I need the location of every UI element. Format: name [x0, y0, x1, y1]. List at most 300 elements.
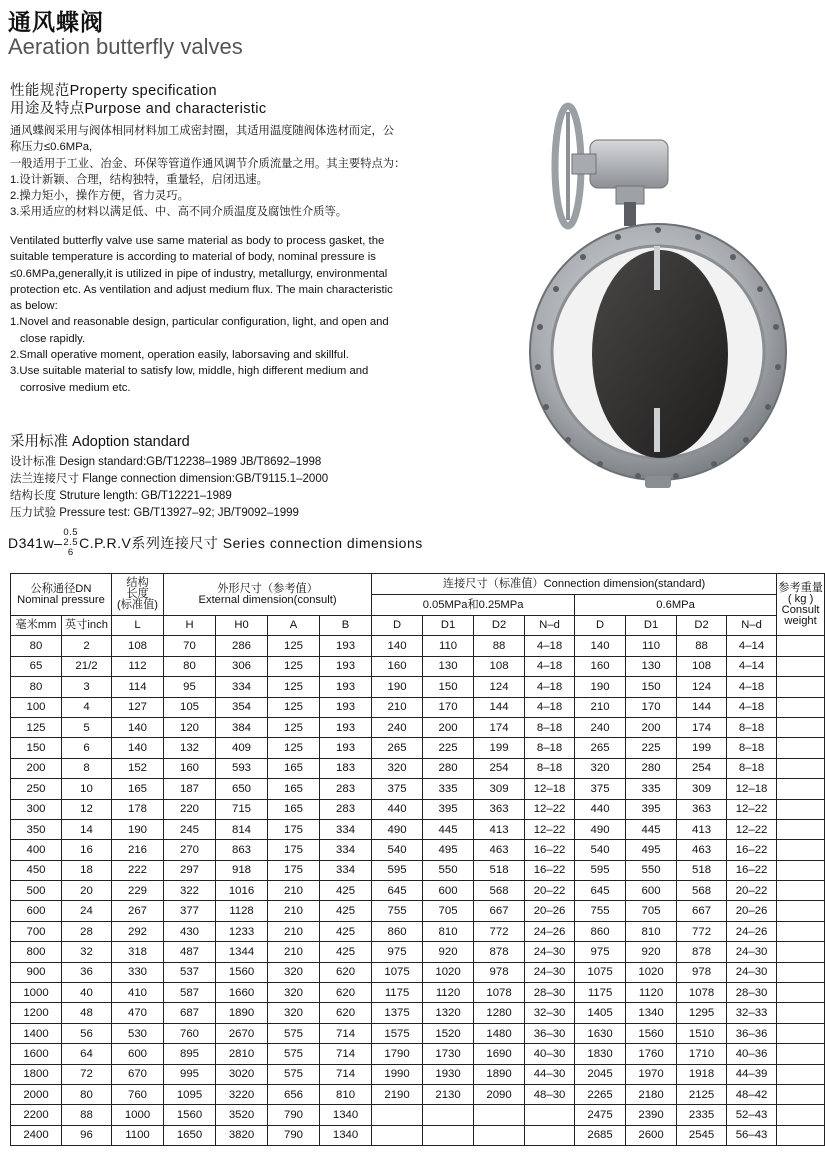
header-length-2: 长度: [126, 588, 149, 600]
table-cell: 495: [423, 840, 474, 860]
table-cell: 395: [423, 799, 474, 819]
column-header: D2: [474, 616, 525, 636]
table-cell: 16–22: [525, 840, 575, 860]
table-cell: 810: [423, 921, 474, 941]
table-cell: 1120: [423, 983, 474, 1003]
table-cell: 210: [268, 881, 320, 901]
table-cell: 32: [62, 942, 112, 962]
table-cell: 24–30: [525, 962, 575, 982]
table-cell: 1760: [626, 1044, 677, 1064]
en-line: 1.Novel and reasonable design, particular configuration, light, and open and: [10, 316, 389, 329]
table-cell: 772: [677, 921, 727, 941]
table-cell: 88: [62, 1105, 112, 1125]
table-cell: 1075: [575, 962, 626, 982]
table-cell: 363: [474, 799, 525, 819]
table-cell: 8: [62, 758, 112, 778]
table-cell: 1560: [626, 1023, 677, 1043]
column-header: D: [372, 616, 423, 636]
series-prefix: D341w–: [8, 535, 63, 551]
table-cell: 210: [575, 697, 626, 717]
table-cell: 3520: [216, 1105, 268, 1125]
table-cell: 56: [62, 1023, 112, 1043]
table-cell: 36–36: [727, 1023, 777, 1043]
table-cell: [474, 1125, 525, 1145]
frac-top: 0.5: [63, 527, 79, 538]
table-cell: 1510: [677, 1023, 727, 1043]
table-cell: 4–18: [727, 697, 777, 717]
table-cell: 6: [62, 738, 112, 758]
table-cell: 410: [112, 983, 164, 1003]
table-cell: 225: [423, 738, 474, 758]
table-row: [11, 656, 825, 676]
table-cell: 12–22: [727, 799, 777, 819]
table-row: [11, 1125, 825, 1145]
table-cell: 216: [112, 840, 164, 860]
header-external-en: External dimension(consult): [198, 593, 337, 606]
table-cell: 790: [268, 1125, 320, 1145]
table-cell: 335: [626, 779, 677, 799]
table-cell: 714: [320, 1044, 372, 1064]
table-cell: [777, 962, 825, 982]
table-cell: 174: [474, 717, 525, 737]
header-length: [112, 574, 164, 616]
table-cell: 80: [11, 677, 62, 697]
table-cell: 1280: [474, 1003, 525, 1023]
table-cell: [777, 881, 825, 901]
table-cell: 193: [320, 656, 372, 676]
table-cell: 1918: [677, 1064, 727, 1084]
table-cell: 125: [268, 717, 320, 737]
en-line: corrosive medium etc.: [20, 381, 131, 394]
table-cell: 140: [112, 738, 164, 758]
table-cell: 440: [575, 799, 626, 819]
table-cell: [777, 860, 825, 880]
table-cell: 8–18: [727, 738, 777, 758]
table-cell: 2545: [677, 1125, 727, 1145]
table-cell: 229: [112, 881, 164, 901]
table-cell: 254: [474, 758, 525, 778]
table-cell: 105: [164, 697, 216, 717]
table-row: [11, 1084, 825, 1104]
table-cell: 1016: [216, 881, 268, 901]
table-cell: [777, 1125, 825, 1145]
table-cell: 170: [626, 697, 677, 717]
table-cell: 593: [216, 758, 268, 778]
table-cell: [777, 656, 825, 676]
table-row: [11, 840, 825, 860]
table-cell: 595: [575, 860, 626, 880]
table-cell: 375: [575, 779, 626, 799]
column-header: D2: [677, 616, 727, 636]
table-cell: 878: [677, 942, 727, 962]
table-cell: 222: [112, 860, 164, 880]
table-cell: 1405: [575, 1003, 626, 1023]
table-cell: 1100: [112, 1125, 164, 1145]
table-cell: [525, 1105, 575, 1125]
table-cell: [372, 1125, 423, 1145]
table-cell: 490: [575, 819, 626, 839]
table-cell: 127: [112, 697, 164, 717]
table-cell: 240: [575, 717, 626, 737]
table-cell: 550: [626, 860, 677, 880]
table-row: [11, 942, 825, 962]
table-cell: 175: [268, 840, 320, 860]
table-cell: [777, 677, 825, 697]
table-cell: 190: [372, 677, 423, 697]
table-cell: 175: [268, 819, 320, 839]
table-cell: 330: [112, 962, 164, 982]
table-cell: [777, 819, 825, 839]
table-cell: 760: [112, 1084, 164, 1104]
column-header: D1: [423, 616, 474, 636]
table-cell: 108: [474, 656, 525, 676]
frac-bot: 6: [67, 547, 74, 558]
table-cell: 1095: [164, 1084, 216, 1104]
table-cell: 2: [62, 636, 112, 656]
table-cell: 2200: [11, 1105, 62, 1125]
table-cell: 28: [62, 921, 112, 941]
table-cell: 978: [474, 962, 525, 982]
table-cell: 425: [320, 942, 372, 962]
table-row: [11, 819, 825, 839]
cn-line: 1.设计新颖、合理，结构独特，重量轻，启闭迅速。: [10, 173, 268, 186]
table-cell: 518: [677, 860, 727, 880]
table-cell: 425: [320, 881, 372, 901]
page-title-en: Aeration butterfly valves: [8, 34, 243, 59]
table-cell: 150: [626, 677, 677, 697]
table-cell: 250: [11, 779, 62, 799]
table-cell: 320: [575, 758, 626, 778]
table-cell: 140: [112, 717, 164, 737]
page-title-cn: 通风蝶阀: [8, 10, 104, 36]
table-cell: 2685: [575, 1125, 626, 1145]
frac-mid: 2.5: [63, 537, 79, 548]
table-cell: [777, 1044, 825, 1064]
table-cell: 384: [216, 717, 268, 737]
table-row: [11, 921, 825, 941]
table-row: [11, 1044, 825, 1064]
table-cell: 587: [164, 983, 216, 1003]
table-cell: [777, 636, 825, 656]
table-cell: 334: [320, 840, 372, 860]
table-cell: 395: [626, 799, 677, 819]
table-cell: 1660: [216, 983, 268, 1003]
table-cell: 600: [112, 1044, 164, 1064]
table-cell: 88: [474, 636, 525, 656]
table-cell: 1970: [626, 1064, 677, 1084]
table-cell: 413: [474, 819, 525, 839]
table-cell: 656: [268, 1084, 320, 1104]
table-cell: 1520: [423, 1023, 474, 1043]
table-cell: 40–36: [727, 1044, 777, 1064]
header-nominal-cn: 公称通径DN: [30, 582, 92, 595]
table-cell: [372, 1105, 423, 1125]
table-cell: 445: [423, 819, 474, 839]
table-cell: 575: [268, 1023, 320, 1043]
table-cell: 174: [677, 717, 727, 737]
table-cell: [777, 921, 825, 941]
table-cell: 20–26: [727, 901, 777, 921]
table-cell: 20: [62, 881, 112, 901]
table-cell: [777, 697, 825, 717]
table-cell: 80: [11, 636, 62, 656]
table-cell: 80: [164, 656, 216, 676]
table-cell: 863: [216, 840, 268, 860]
table-cell: 199: [677, 738, 727, 758]
table-row: [11, 758, 825, 778]
en-description: [10, 233, 440, 396]
cn-line: 一般适用于工业、冶金、环保等管道作通风调节介质流量之用。其主要特点为：: [10, 157, 406, 170]
table-cell: 463: [677, 840, 727, 860]
cn-line: 2.操力矩小，操作方便，省力灵巧。: [10, 190, 189, 203]
table-cell: 860: [575, 921, 626, 941]
table-cell: 24: [62, 901, 112, 921]
table-cell: 1400: [11, 1023, 62, 1043]
table-cell: 125: [268, 738, 320, 758]
table-cell: 130: [626, 656, 677, 676]
header-length-1: 结构: [126, 577, 149, 589]
en-line: protection etc. As ventilation and adjust medium flux. The main characteristic: [10, 283, 393, 296]
table-cell: 1630: [575, 1023, 626, 1043]
table-row: [11, 881, 825, 901]
table-cell: 772: [474, 921, 525, 941]
table-cell: 575: [268, 1044, 320, 1064]
cn-description: [10, 123, 440, 221]
table-cell: 1200: [11, 1003, 62, 1023]
table-cell: 440: [372, 799, 423, 819]
table-cell: 36–30: [525, 1023, 575, 1043]
table-cell: 183: [320, 758, 372, 778]
table-cell: 413: [677, 819, 727, 839]
table-cell: 1340: [626, 1003, 677, 1023]
table-cell: 2125: [677, 1084, 727, 1104]
table-cell: 4–18: [525, 656, 575, 676]
table-cell: [777, 799, 825, 819]
table-cell: 995: [164, 1064, 216, 1084]
table-cell: 110: [423, 636, 474, 656]
table-cell: 24–30: [727, 962, 777, 982]
table-cell: 568: [677, 881, 727, 901]
table-cell: 125: [11, 717, 62, 737]
table-cell: 430: [164, 921, 216, 941]
column-header: L: [112, 616, 164, 636]
table-cell: 125: [268, 677, 320, 697]
table-cell: 150: [423, 677, 474, 697]
series-title: [8, 528, 423, 558]
table-cell: 12–22: [525, 819, 575, 839]
table-row: [11, 636, 825, 656]
table-cell: 160: [164, 758, 216, 778]
table-cell: 705: [626, 901, 677, 921]
table-cell: 1600: [11, 1044, 62, 1064]
table-cell: 48: [62, 1003, 112, 1023]
table-cell: 193: [320, 636, 372, 656]
table-cell: 1000: [112, 1105, 164, 1125]
table-cell: 80: [62, 1084, 112, 1104]
table-cell: 3820: [216, 1125, 268, 1145]
table-cell: 755: [575, 901, 626, 921]
table-cell: 978: [677, 962, 727, 982]
table-cell: 292: [112, 921, 164, 941]
column-header: 英寸inch: [62, 616, 112, 636]
table-cell: 125: [268, 697, 320, 717]
table-cell: 72: [62, 1064, 112, 1084]
table-cell: 575: [268, 1064, 320, 1084]
table-cell: 920: [626, 942, 677, 962]
table-cell: 425: [320, 921, 372, 941]
table-cell: 14: [62, 819, 112, 839]
header-weight-1: 参考重量: [778, 581, 823, 594]
table-cell: [777, 779, 825, 799]
table-cell: 540: [575, 840, 626, 860]
table-cell: 70: [164, 636, 216, 656]
table-cell: 125: [268, 656, 320, 676]
table-cell: 193: [320, 677, 372, 697]
table-cell: 377: [164, 901, 216, 921]
table-cell: 108: [677, 656, 727, 676]
column-header: N–d: [727, 616, 777, 636]
table-cell: 65: [11, 656, 62, 676]
table-cell: 1480: [474, 1023, 525, 1043]
table-cell: [777, 1084, 825, 1104]
table-cell: 550: [423, 860, 474, 880]
table-cell: 2390: [626, 1105, 677, 1125]
table-cell: 12–18: [727, 779, 777, 799]
table-cell: 210: [268, 901, 320, 921]
table-row: [11, 799, 825, 819]
table-cell: 705: [423, 901, 474, 921]
column-header: D: [575, 616, 626, 636]
table-cell: 144: [677, 697, 727, 717]
series-pressure-fraction: [63, 528, 78, 558]
table-cell: 96: [62, 1125, 112, 1145]
header-length-3: (标准值): [117, 599, 159, 611]
table-row: [11, 1105, 825, 1125]
table-cell: [777, 1064, 825, 1084]
table-cell: 125: [268, 636, 320, 656]
table-cell: 4–18: [525, 636, 575, 656]
table-cell: [777, 983, 825, 1003]
table-cell: 95: [164, 677, 216, 697]
header-pressure-low: 0.05MPa和0.25MPa: [372, 595, 575, 616]
table-cell: 1175: [575, 983, 626, 1003]
table-cell: 790: [268, 1105, 320, 1125]
table-cell: 1344: [216, 942, 268, 962]
table-cell: 225: [626, 738, 677, 758]
table-cell: 354: [216, 697, 268, 717]
table-cell: 40–30: [525, 1044, 575, 1064]
table-cell: 190: [575, 677, 626, 697]
table-cell: 1340: [320, 1125, 372, 1145]
table-cell: 88: [677, 636, 727, 656]
table-cell: 600: [626, 881, 677, 901]
en-line: 3.Use suitable material to satisfy low, middle, high different medium and: [10, 365, 369, 378]
table-cell: 124: [474, 677, 525, 697]
table-cell: 1650: [164, 1125, 216, 1145]
header-weight-3: Consult: [781, 603, 820, 616]
table-cell: 1560: [216, 962, 268, 982]
table-cell: 16–22: [525, 860, 575, 880]
table-cell: [525, 1125, 575, 1145]
table-cell: 20–26: [525, 901, 575, 921]
table-cell: 1078: [474, 983, 525, 1003]
table-cell: 165: [268, 779, 320, 799]
table-cell: 2670: [216, 1023, 268, 1043]
table-cell: [777, 738, 825, 758]
table-cell: 309: [474, 779, 525, 799]
table-cell: 600: [11, 901, 62, 921]
table-cell: 1930: [423, 1064, 474, 1084]
table-cell: 700: [11, 921, 62, 941]
header-weight-2: ( kg ): [787, 592, 814, 605]
table-cell: 32–30: [525, 1003, 575, 1023]
table-cell: 306: [216, 656, 268, 676]
table-cell: 500: [11, 881, 62, 901]
en-line: ≤0.6MPa,generally,it is utilized in pipe of industry, metallurgy, environmental: [10, 267, 388, 280]
table-cell: 265: [372, 738, 423, 758]
table-cell: 755: [372, 901, 423, 921]
header-weight-4: weight: [784, 614, 817, 627]
table-cell: 495: [626, 840, 677, 860]
table-cell: 1128: [216, 901, 268, 921]
header-external-cn: 外形尺寸（参考值）: [217, 582, 318, 595]
table-row: [11, 779, 825, 799]
table-cell: 895: [164, 1044, 216, 1064]
table-cell: 1990: [372, 1064, 423, 1084]
table-cell: 283: [320, 799, 372, 819]
table-cell: 3020: [216, 1064, 268, 1084]
table-cell: 152: [112, 758, 164, 778]
standard-line: 法兰连接尺寸 Flange connection dimension:GB/T9115.1–2000: [10, 473, 329, 485]
table-cell: 322: [164, 881, 216, 901]
table-cell: 300: [11, 799, 62, 819]
table-cell: 900: [11, 962, 62, 982]
table-cell: 40: [62, 983, 112, 1003]
table-row: [11, 677, 825, 697]
table-cell: 2045: [575, 1064, 626, 1084]
table-cell: 283: [320, 779, 372, 799]
table-cell: 187: [164, 779, 216, 799]
table-cell: 1800: [11, 1064, 62, 1084]
table-row: [11, 983, 825, 1003]
table-cell: 48–42: [727, 1084, 777, 1104]
table-cell: 160: [372, 656, 423, 676]
table-cell: 1790: [372, 1044, 423, 1064]
table-cell: 1690: [474, 1044, 525, 1064]
column-header: A: [268, 616, 320, 636]
table-cell: 667: [677, 901, 727, 921]
table-cell: 425: [320, 901, 372, 921]
table-cell: 3: [62, 677, 112, 697]
adoption-standard: [10, 430, 328, 522]
table-cell: 860: [372, 921, 423, 941]
column-header: D1: [626, 616, 677, 636]
table-cell: 537: [164, 962, 216, 982]
table-cell: 12–18: [525, 779, 575, 799]
table-cell: [777, 840, 825, 860]
table-cell: 687: [164, 1003, 216, 1023]
table-cell: 1375: [372, 1003, 423, 1023]
table-cell: 650: [216, 779, 268, 799]
purpose-heading: 用途及特点Purpose and characteristic: [10, 101, 267, 117]
table-row: [11, 901, 825, 921]
table-cell: 320: [372, 758, 423, 778]
table-cell: 110: [626, 636, 677, 656]
table-cell: 1078: [677, 983, 727, 1003]
table-cell: 400: [11, 840, 62, 860]
table-cell: 8–18: [727, 758, 777, 778]
table-cell: 12–22: [525, 799, 575, 819]
